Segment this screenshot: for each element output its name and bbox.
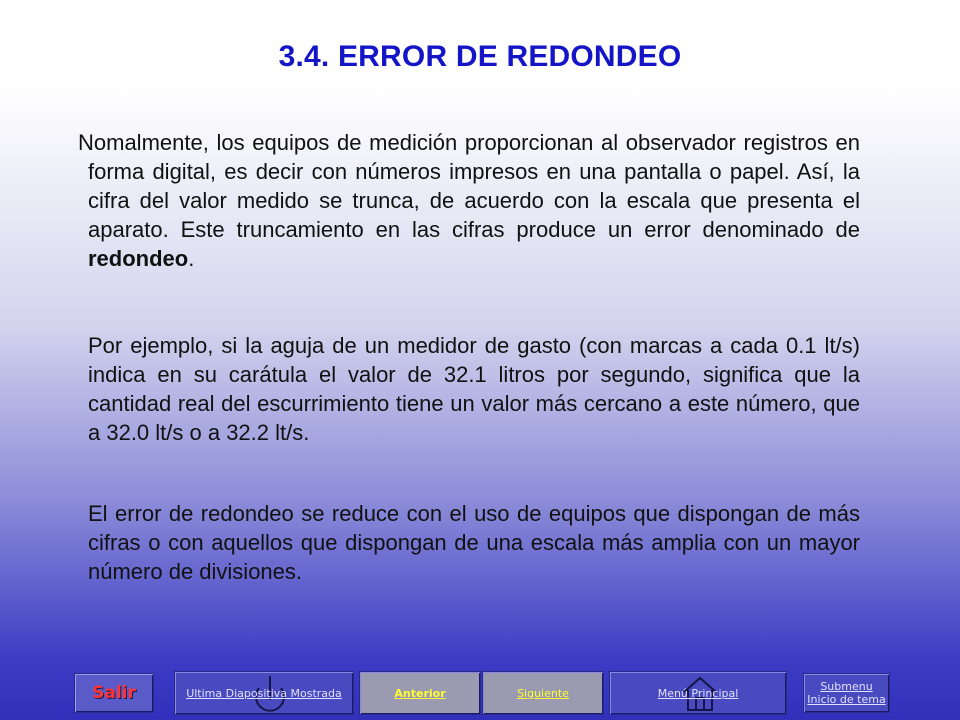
paragraph-intro-end: . xyxy=(188,246,195,271)
term-redondeo: redondeo xyxy=(88,246,189,271)
submenu-button[interactable] xyxy=(803,673,890,713)
submenu-label-line2: Inicio de tema xyxy=(807,693,886,706)
exit-button-label: Salir xyxy=(92,683,136,703)
previous-button[interactable] xyxy=(359,671,481,715)
paragraph-example: Por ejemplo, si la aguja de un medidor de gasto (con marcas a cada 0.1 lt/s) indica en su carátula el valor de 32.1 litros por segundo, significa que la cantidad real del escurrimiento tiene un valor más cercano a este número, que a 32.0 lt/s o a 32.2 lt/s. xyxy=(88,333,860,445)
slide-title: 3.4. ERROR DE REDONDEO xyxy=(278,40,682,73)
exit-button[interactable] xyxy=(74,673,154,713)
main-menu-label: Menú Principal xyxy=(657,686,739,700)
submenu-label-line1: Submenu xyxy=(820,680,873,693)
main-menu-button[interactable] xyxy=(609,671,787,715)
next-button-label: Siguiente xyxy=(517,686,569,700)
last-viewed-slide-label: Ultima Diapositiva Mostrada xyxy=(186,686,342,700)
paragraph-intro xyxy=(78,128,860,273)
last-viewed-slide-button[interactable] xyxy=(174,671,354,715)
paragraph-conclusion: El error de redondeo se reduce con el uso de equipos que dispongan de más cifras o con aquellos que dispongan de una escala más amplia con un mayor número de divisiones. xyxy=(88,501,860,584)
paragraph-intro-text: Nomalmente, los equipos de medición proporcionan al observador registros en forma digital, es decir con números impresos en una pantalla o papel. Así, la cifra del valor medido se trunca, de acuerdo con la escala que presenta el aparato. Este truncamiento en las cifras produce un error denominado de xyxy=(78,130,860,242)
next-button[interactable] xyxy=(482,671,604,715)
previous-button-label: Anterior xyxy=(394,686,446,700)
